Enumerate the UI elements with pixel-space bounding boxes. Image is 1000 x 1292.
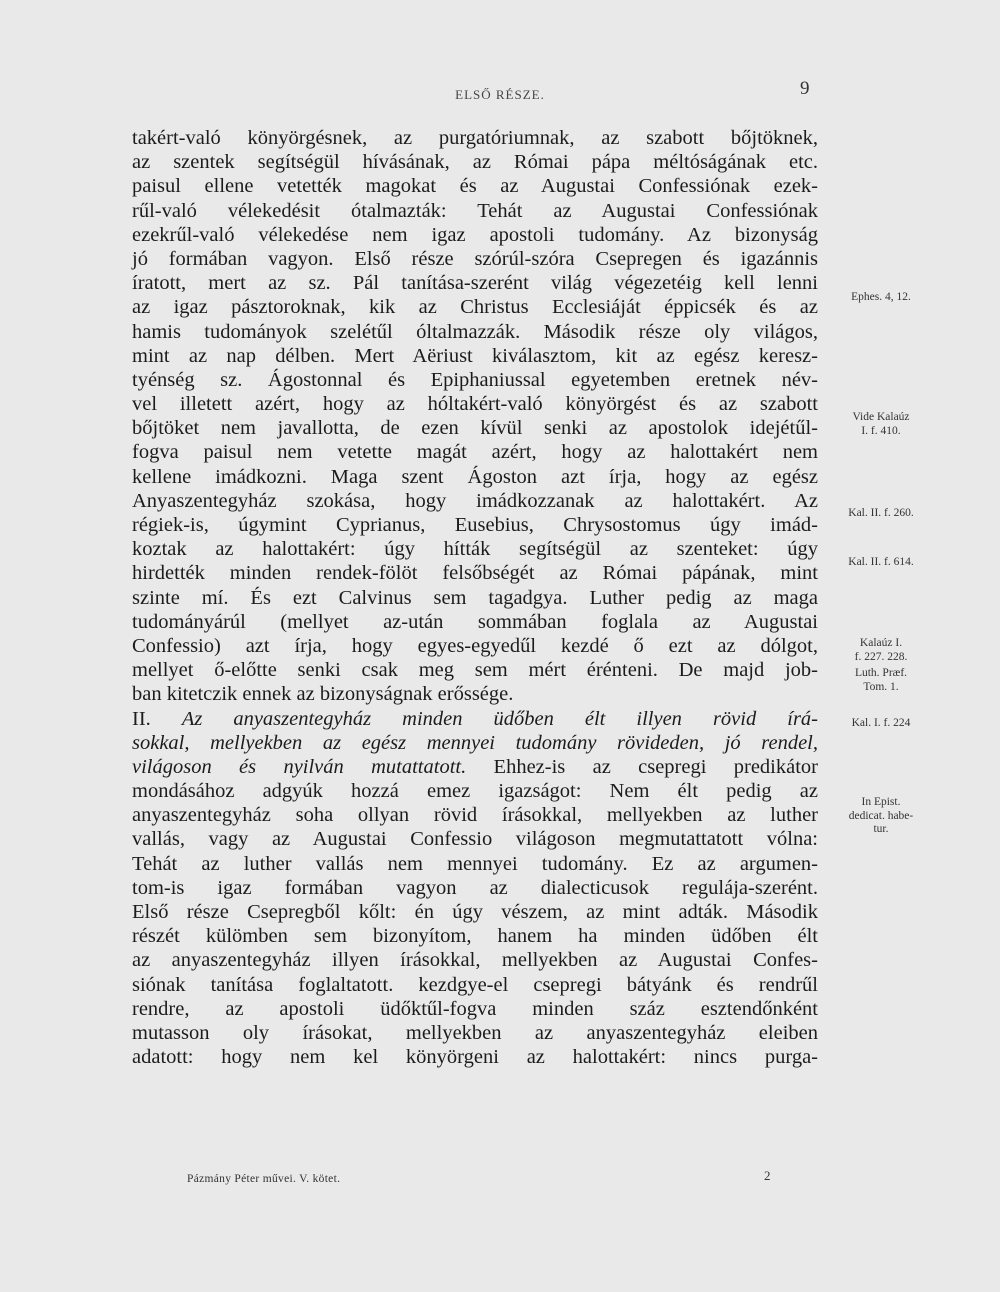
- text-line: paisul ellene vetették magokat és az Augustai Confessiónak ezek-: [132, 175, 818, 198]
- margin-note-in-epist: [826, 796, 936, 837]
- text-line: Első része Csepregből kőlt: én úgy vészem, az mint adták. Második: [132, 901, 818, 923]
- text-line: bőjtöket nem javallotta, de ezen kívül senki az apostolok idejétűl-: [132, 417, 818, 440]
- text-line: ezekrűl-való vélekedése nem igaz apostoli tudomány. Az bizonyság: [132, 223, 818, 246]
- page-number: 9: [800, 78, 810, 99]
- margin-note-line: f. 227. 228.: [854, 650, 908, 663]
- text-line: anyaszentegyház soha ollyan rövid írásokkal, mellyekben az luther: [132, 804, 818, 827]
- text-line: mondásához adgyúk hozzá emez igazságot: Nem élt pedig az: [132, 780, 818, 803]
- text-line: koztak az halottakért: úgy hítták segítségül az szenteket: úgy: [132, 538, 818, 561]
- thesis-text: Az anyaszentegyház minden üdőben élt illyen rövid írá-: [181, 707, 818, 730]
- margin-note-line: dedicat. habe-: [848, 809, 914, 822]
- margin-note-line: I. f. 410.: [861, 424, 901, 437]
- text-line: vallás, vagy az Augustai Confessio világoson megmutattatott vólna:: [132, 828, 818, 851]
- margin-note-line: Kalaúz I.: [859, 637, 903, 649]
- text-line: vel illetett azért, hogy az hóltakért-való könyörgést és az szabott: [132, 393, 818, 416]
- text-line: tudományárúl (mellyet az-után sommában foglala az Augustai: [132, 610, 818, 633]
- thesis-line: [132, 755, 818, 779]
- signature-mark: 2: [764, 1168, 771, 1183]
- main-text: [132, 126, 818, 1069]
- text-line: kellene imádkozni. Maga szent Ágoston azt írja, hogy az egész: [132, 465, 818, 488]
- text-line: részét külömben sem bizonyítom, hanem ha minden üdőben élt: [132, 925, 818, 948]
- text-line: régiek-is, úgymint Cyprianus, Eusebius, Chrysostomus úgy imád-: [132, 514, 818, 536]
- text-line: Confessio) azt írja, hogy egyes-egyedűl kezdé ő ezt az dólgot,: [132, 634, 818, 657]
- margin-note-line: Vide Kalaúz: [852, 411, 910, 423]
- margin-note-kal-224: Kal. I. f. 224: [851, 717, 911, 729]
- text-line: mutasson oly írásokat, mellyekben az anyaszentegyház eleiben: [132, 1021, 818, 1044]
- text-line: az anyaszentegyház illyen írásokkal, mellyekben az Augustai Confes-: [132, 949, 818, 972]
- margin-note-vide: [826, 411, 936, 438]
- text-line: jó formában vagyon. Első része szórúl-szóra Csepregen és igazánnis: [132, 247, 818, 270]
- text-line: szinte mí. És ezt Calvinus sem tagadgya. Luther pedig az maga: [132, 586, 818, 609]
- margin-note-kalauz: [826, 637, 936, 694]
- text-line: íratott, mert az sz. Pál tanítása-szerént világ végezetéig kell lenni: [132, 272, 818, 295]
- text-line: takért-való könyörgésnek, az purgatóriumnak, az szabott bőjtöknek,: [132, 127, 818, 149]
- thesis-number: II.: [132, 707, 151, 730]
- text-fragment: Ehhez-is az csepregi predikátor: [466, 755, 818, 778]
- text-line: hirdették minden rendek-fölöt felsőbségét az Római pápának, mint: [132, 562, 818, 585]
- text-line: rendre, az apostoli üdőktűl-fogva minden száz esztendőnként: [132, 997, 818, 1020]
- text-line: tyénség sz. Ágostonnal és Epiphaniussal egyetemben eretnek név-: [132, 368, 818, 391]
- text-line: fogva paisul nem vetette magát azért, hogy az halottakért nem: [132, 441, 818, 464]
- text-line: mint az nap délben. Mert Aëriust kiválasztom, kit az egész keresz-: [132, 344, 818, 367]
- thesis-text: világoson és nyilván mutattatott.: [132, 755, 467, 778]
- margin-note-kal-614: Kal. II. f. 614.: [848, 556, 914, 568]
- text-line: siónak tanítása foglaltatott. kezdgye-el csepregi bátyánk és rendrűl: [132, 973, 818, 996]
- margin-note-kal-260: Kal. II. f. 260.: [848, 507, 914, 519]
- text-line: adatott: hogy nem kel könyörgeni az halottakért: nincs purga-: [132, 1046, 818, 1069]
- margin-note-ephes: Ephes. 4, 12.: [851, 291, 911, 303]
- text-line: az igaz pásztoroknak, kik az Christus Ecclesiáját éppicsék és az: [132, 296, 818, 319]
- margin-note-line: Luth. Præf.: [854, 667, 908, 679]
- text-line: Anyaszentegyház szokása, hogy imádkozzanak az halottakért. Az: [132, 489, 818, 512]
- text-line: Tehát az luther vallás nem mennyei tudomány. Ez az argumen-: [132, 852, 818, 875]
- margin-note-line: In Epist.: [861, 796, 901, 808]
- text-line: ban kitetczik ennek az bizonyságnak erőssége.: [132, 683, 514, 706]
- footer-book-title: Pázmány Péter művei. V. kötet.: [187, 1173, 341, 1185]
- margin-note-line: tur.: [873, 823, 889, 835]
- text-line: az szentek segítségül hívásának, az Római pápa méltóságának etc.: [132, 151, 818, 174]
- text-line: mellyet ő-előtte senki csak meg sem mért érénteni. De majd job-: [132, 659, 818, 682]
- text-line: rűl-való vélekedésit ótalmazták: Tehát az Augustai Confessiónak: [132, 199, 818, 222]
- text-line: hamis tudományok szelétűl óltalmazzák. Második része oly világos,: [132, 320, 818, 343]
- running-title: ELSŐ RÉSZE.: [455, 87, 545, 102]
- thesis-heading-line: [132, 707, 818, 731]
- thesis-line: sokkal, mellyekben az egész mennyei tudomány rövideden, jó rendel,: [132, 731, 818, 754]
- text-line: tom-is igaz formában vagyon az dialecticusok regulája-szerént.: [132, 876, 818, 899]
- margin-note-line: Tom. 1.: [863, 680, 899, 693]
